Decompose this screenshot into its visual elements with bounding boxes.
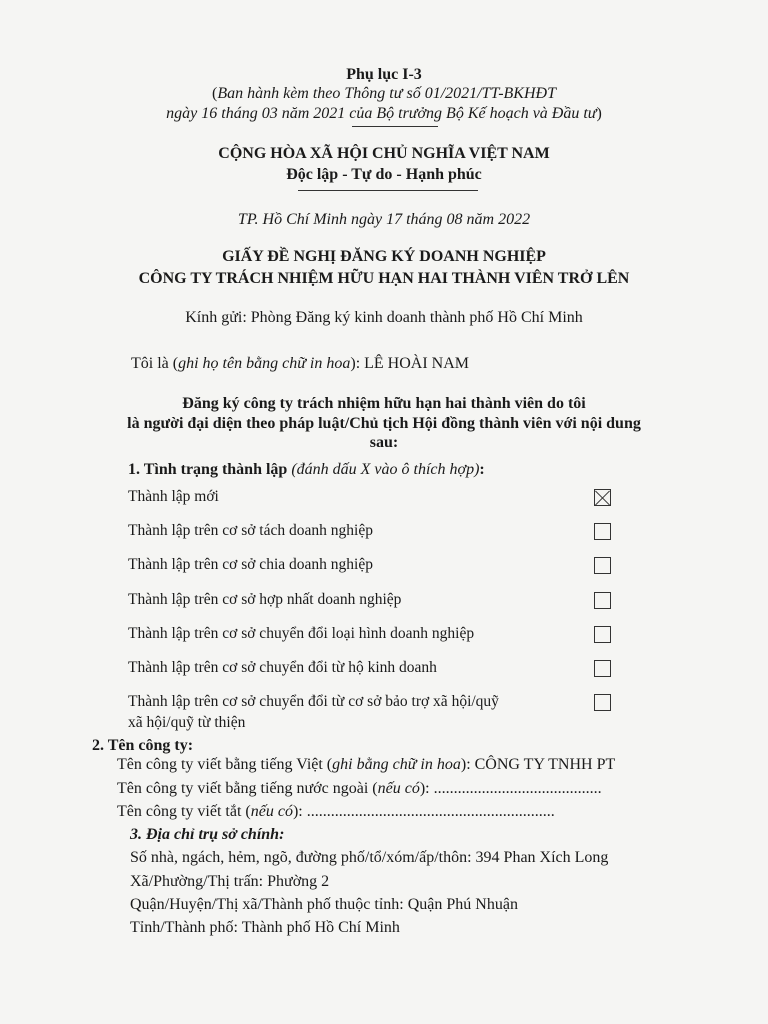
- address-district: Quận/Huyện/Thị xã/Thành phố thuộc tỉnh: Quận Phú Nhuận: [130, 896, 518, 913]
- option-label-continued: xã hội/quỹ từ thiện: [128, 714, 246, 731]
- option-label: Thành lập trên cơ sở chuyển đổi loại hình doanh nghiệp: [128, 625, 475, 642]
- option-label: Thành lập trên cơ sở chia doanh nghiệp: [128, 556, 373, 573]
- statement-line2: là người đại diện theo pháp luật/Chủ tịch Hội đồng thành viên với nội dung: [127, 415, 641, 432]
- document-title-line2: CÔNG TY TRÁCH NHIỆM HỮU HẠN HAI THÀNH VIÊN TRỞ LÊN: [138, 270, 630, 287]
- option-label: Thành lập trên cơ sở tách doanh nghiệp: [128, 522, 373, 539]
- option-checkbox-social-fund[interactable]: [594, 694, 611, 711]
- option-label: Thành lập mới: [128, 488, 219, 505]
- issued-by-line1: (Ban hành kèm theo Thông tư số 01/2021/TT-BKHĐT: [212, 85, 556, 102]
- option-checkbox-convert-type[interactable]: [594, 626, 611, 643]
- applicant-line: Tôi là (ghi họ tên bằng chữ in hoa): LÊ HOÀI NAM: [131, 355, 470, 372]
- option-checkbox-split[interactable]: [594, 523, 611, 540]
- address-street: Số nhà, ngách, hẻm, ngõ, đường phố/tổ/xóm/ấp/thôn: 394 Phan Xích Long: [130, 849, 609, 866]
- section2-heading: 2. Tên công ty:: [92, 737, 194, 754]
- option-label: Thành lập trên cơ sở chuyển đổi từ cơ sở bảo trợ xã hội/quỹ: [128, 693, 499, 710]
- company-name-vietnamese: Tên công ty viết bằng tiếng Việt (ghi bằng chữ in hoa): CÔNG TY TNHH PT: [117, 756, 616, 773]
- national-motto: Độc lập - Tự do - Hạnh phúc: [286, 166, 482, 183]
- company-name-foreign: Tên công ty viết bằng tiếng nước ngoài (nếu có): ..........................................: [117, 780, 602, 797]
- option-label: Thành lập trên cơ sở chuyển đổi từ hộ kinh doanh: [128, 659, 437, 676]
- option-checkbox-new[interactable]: [594, 489, 611, 506]
- statement-line1: Đăng ký công ty trách nhiệm hữu hạn hai thành viên do tôi: [182, 395, 586, 412]
- option-label: Thành lập trên cơ sở hợp nhất doanh nghiệp: [128, 591, 402, 608]
- company-name-short: Tên công ty viết tắt (nếu có): ..............................................................: [117, 803, 555, 820]
- motto-underline: [298, 190, 478, 191]
- option-checkbox-divide[interactable]: [594, 557, 611, 574]
- place-date: TP. Hồ Chí Minh ngày 17 tháng 08 năm 2022: [237, 211, 531, 228]
- option-checkbox-household[interactable]: [594, 660, 611, 677]
- document-title-line1: GIẤY ĐỀ NGHỊ ĐĂNG KÝ DOANH NGHIỆP: [222, 248, 546, 265]
- recipient: Kính gửi: Phòng Đăng ký kinh doanh thành phố Hồ Chí Minh: [185, 309, 583, 326]
- issued-by-line2: ngày 16 tháng 03 năm 2021 của Bộ trưởng Bộ Kế hoạch và Đầu tư): [166, 105, 602, 122]
- address-ward: Xã/Phường/Thị trấn: Phường 2: [130, 873, 330, 890]
- statement-line3: sau:: [369, 434, 399, 451]
- section1-heading: 1. Tình trạng thành lập (đánh dấu X vào ô thích hợp):: [128, 461, 485, 478]
- national-title: CỘNG HÒA XÃ HỘI CHỦ NGHĨA VIỆT NAM: [218, 145, 550, 162]
- address-province: Tỉnh/Thành phố: Thành phố Hồ Chí Minh: [130, 919, 400, 936]
- header-underline: [352, 126, 438, 127]
- option-checkbox-merge[interactable]: [594, 592, 611, 609]
- appendix-title: Phụ lục I-3: [346, 66, 422, 83]
- section3-heading: 3. Địa chỉ trụ sở chính:: [130, 826, 285, 843]
